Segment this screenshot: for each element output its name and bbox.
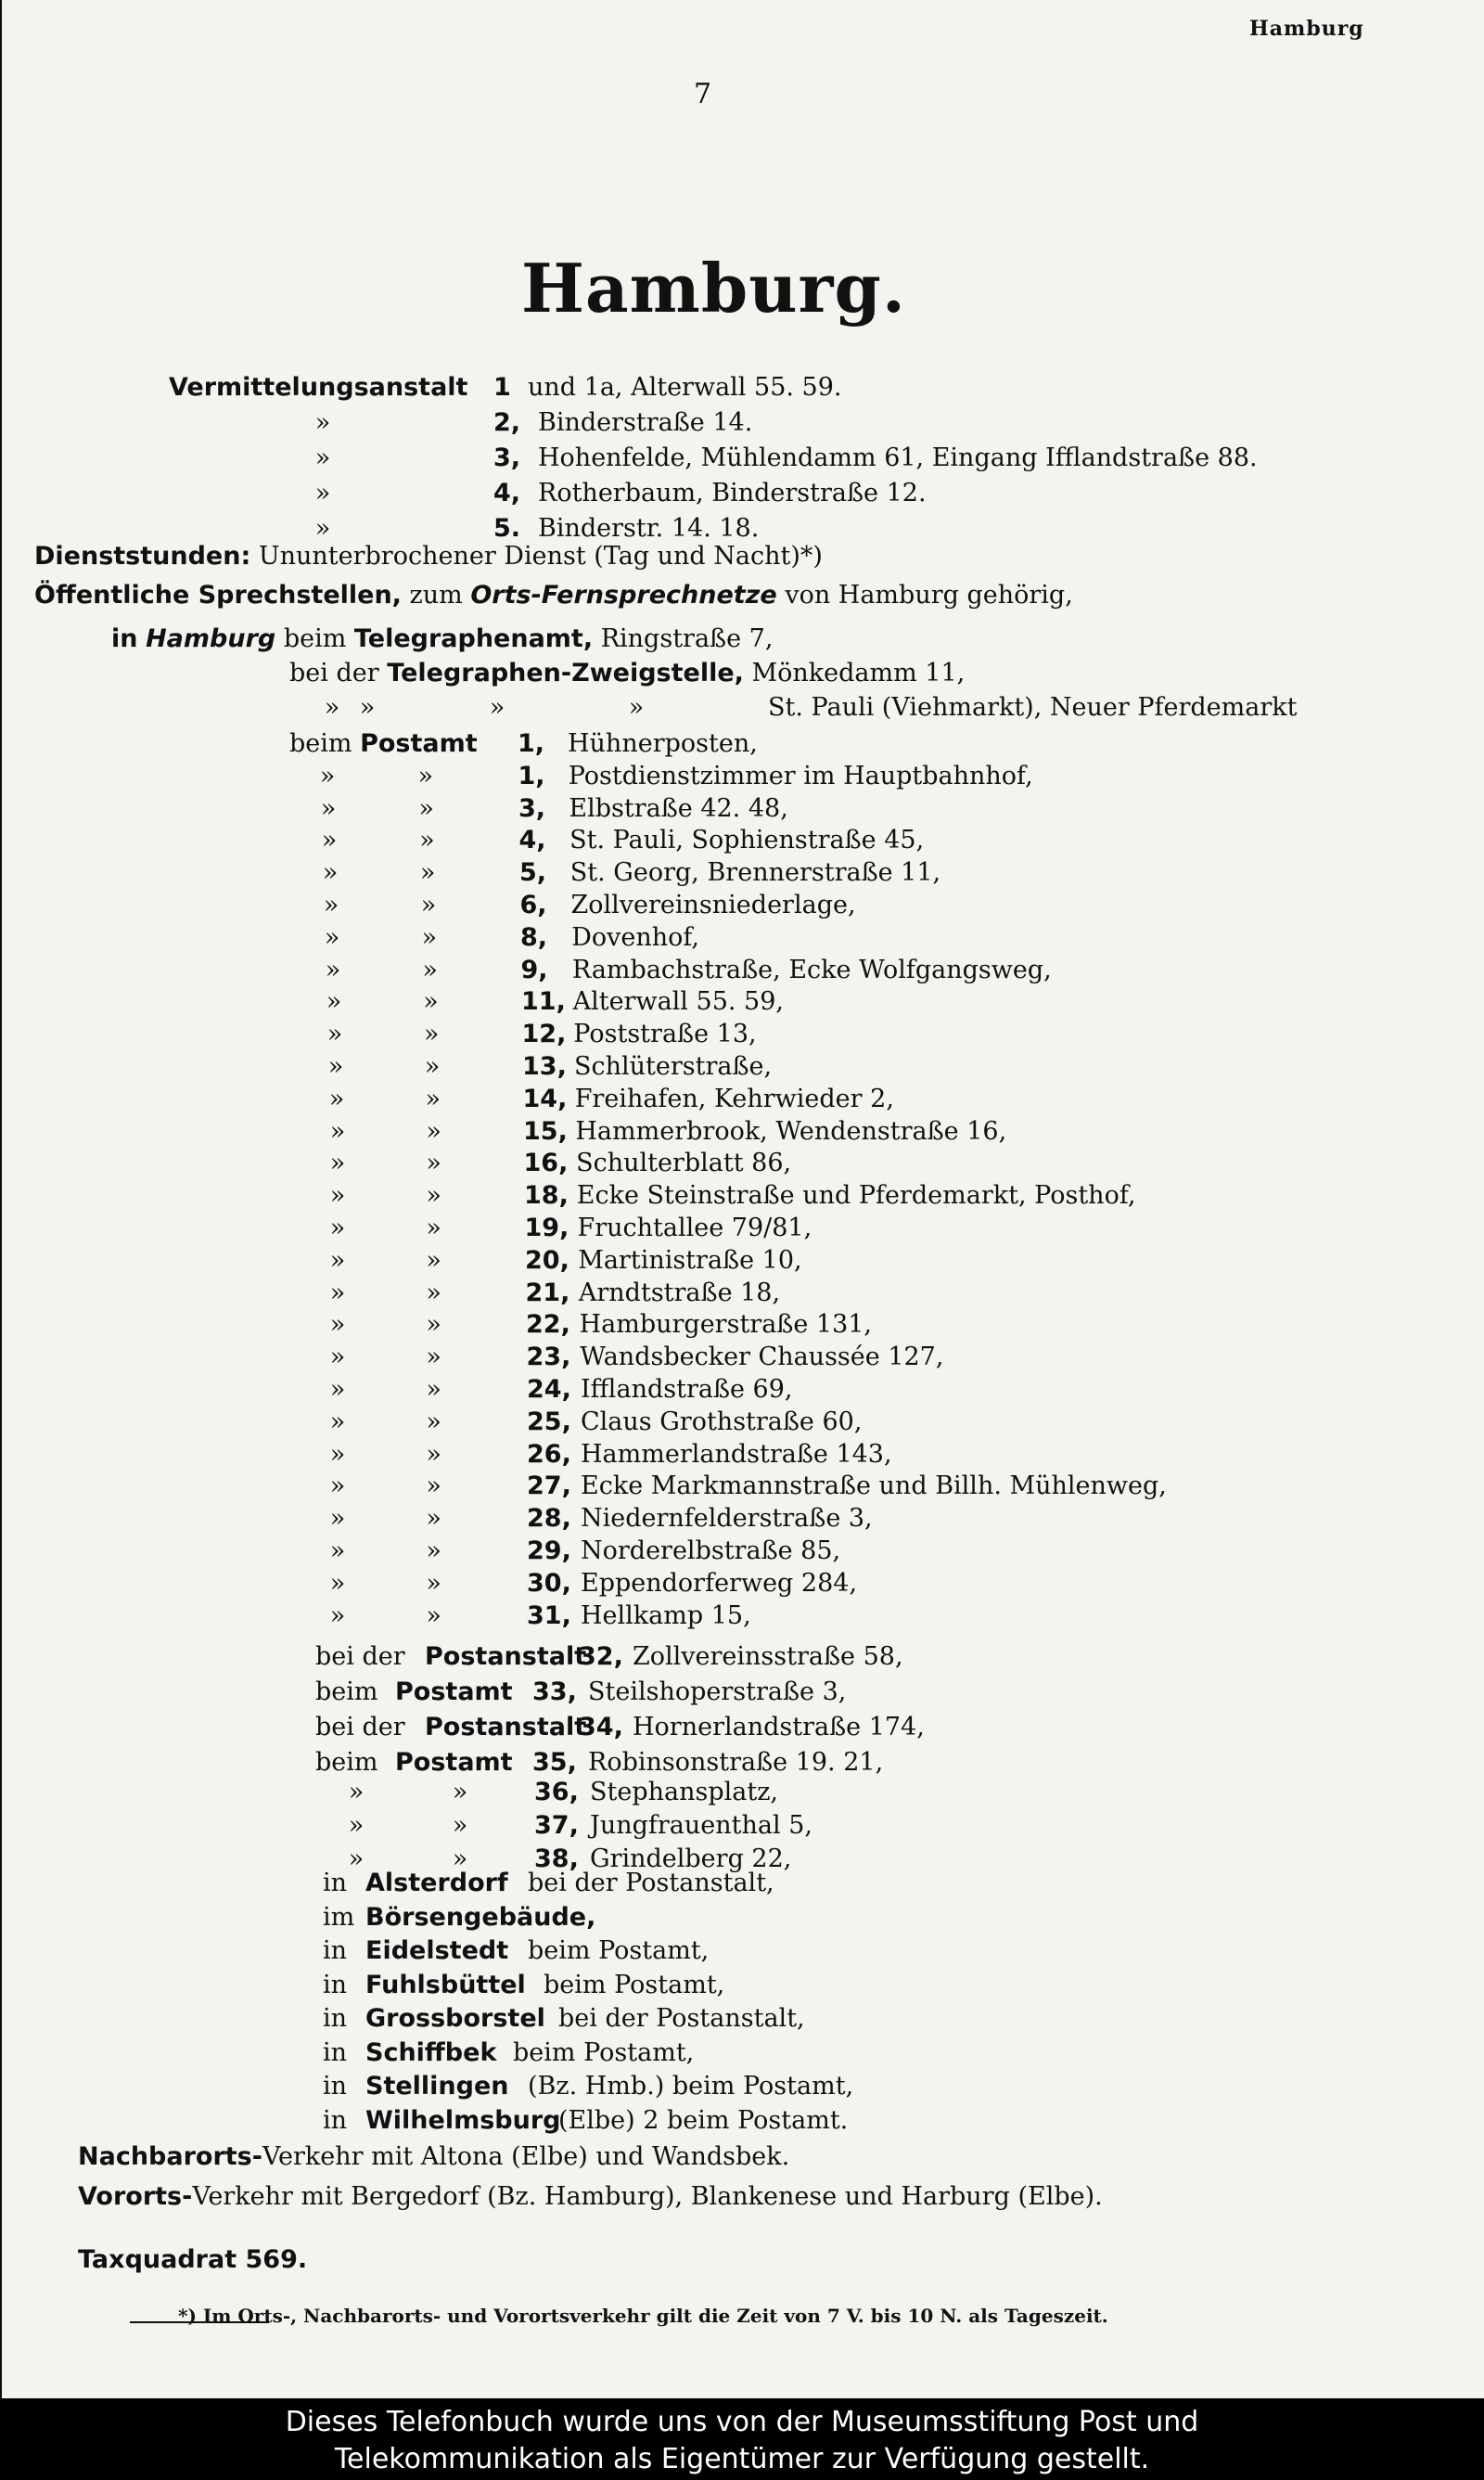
in-word: in	[111, 624, 138, 653]
nachbarorts-text: Verkehr mit Altona (Elbe) und Wandsbek.	[262, 2142, 790, 2171]
postamt-number: 37,	[534, 1811, 579, 1840]
telegraphenamt-line	[111, 624, 773, 653]
postamt-number: 22,	[526, 1310, 570, 1339]
ditto-mark: »	[425, 1085, 441, 1113]
prefix-word: bei der	[315, 1642, 405, 1671]
place-detail: beim Postamt,	[528, 1936, 710, 1965]
postamt-row	[2, 1181, 1484, 1213]
postamt-row	[2, 1310, 1484, 1342]
postamt-address: Zollvereinsniederlage,	[570, 891, 856, 919]
postamt-row	[2, 1778, 1484, 1809]
beim-word: beim	[283, 624, 347, 653]
postamt-address: St. Georg, Brennerstraße 11,	[569, 858, 941, 887]
prefix-word: beim	[315, 1677, 378, 1706]
postamt-number: 1,	[518, 762, 545, 790]
postamt-number: 13,	[522, 1052, 567, 1081]
postamt-row	[2, 987, 1484, 1019]
ditto-mark: »	[348, 1811, 365, 1840]
postamt-number: 6,	[519, 891, 547, 919]
postamt-address: Hammerbrook, Wendenstraße 16,	[575, 1117, 1007, 1146]
ditto-mark: »	[426, 1117, 441, 1146]
ditto-mark: »	[348, 1844, 365, 1873]
place-row	[2, 2038, 1484, 2070]
postamt-address: Stephansplatz,	[590, 1778, 779, 1806]
ditto-mark: »	[423, 987, 439, 1016]
postamt-row	[2, 729, 1484, 761]
postamt-address: Norderelbstraße 85,	[581, 1536, 841, 1565]
postamt-address: Ecke Markmannstraße und Billh. Mühlenweg,	[581, 1471, 1167, 1500]
office-label: Postamt	[395, 1677, 513, 1706]
postamt-address: Poststraße 13,	[573, 1020, 757, 1048]
ditto-mark: »	[326, 1020, 343, 1048]
postamt-row	[2, 1149, 1484, 1180]
sprechstellen-line	[34, 581, 1073, 610]
postamt-row	[2, 1279, 1484, 1310]
postamt-row	[2, 1601, 1484, 1633]
zweigstelle-address-2: St. Pauli (Viehmarkt), Neuer Pferdemarkt	[768, 693, 1298, 722]
place-name: Schiffbek	[365, 2038, 497, 2067]
in-word: im	[323, 1903, 355, 1932]
postamt-address: Eppendorferweg 284,	[581, 1569, 858, 1598]
ownership-notice-line-1: Dieses Telefonbuch wurde uns von der Museumsstiftung Post und	[285, 2406, 1199, 2438]
page-number: 7	[694, 78, 712, 110]
ditto-mark: »	[314, 514, 331, 543]
place-detail: (Elbe) 2 beim Postamt.	[558, 2106, 849, 2135]
postamt-address: Wandsbecker Chaussée 127,	[580, 1343, 944, 1371]
ditto-mark: »	[424, 1052, 441, 1081]
ditto-mark: »	[426, 1279, 441, 1307]
ditto-mark: »	[426, 1440, 441, 1469]
zweigstelle-address: Mönkedamm 11,	[751, 659, 966, 687]
postamt-number: 29,	[527, 1536, 571, 1565]
place-row	[2, 1936, 1484, 1968]
postamt-number: 19,	[524, 1214, 569, 1242]
vermittelung-row	[2, 408, 1484, 440]
beim-word: beim	[289, 729, 352, 758]
ditto-mark: »	[329, 1440, 346, 1469]
postamt-address: Ecke Steinstraße und Pferdemarkt, Posthof,	[576, 1181, 1136, 1210]
postamt-row	[2, 1214, 1484, 1245]
prefix-word: bei der	[315, 1713, 405, 1741]
ditto-mark: »	[329, 1343, 346, 1371]
vermittelung-number: 4,	[493, 479, 521, 508]
zweigstelle-line-2	[2, 693, 1484, 725]
ditto-mark: »	[426, 1471, 441, 1500]
ditto-mark: »	[426, 1601, 441, 1630]
ditto-mark: »	[426, 1246, 441, 1275]
postamt-row	[2, 1085, 1484, 1116]
postamt-row	[2, 1020, 1484, 1051]
ditto-mark: »	[314, 479, 331, 508]
ditto-mark: »	[426, 1181, 441, 1210]
postamt-row	[2, 1375, 1484, 1407]
ditto-mark: »	[321, 826, 338, 855]
dienststunden-text: Ununterbrochener Dienst (Tag und Nacht)*)	[258, 542, 823, 571]
postanstalt-row	[2, 1642, 1484, 1674]
in-word: in	[323, 2004, 348, 2033]
place-row	[2, 2106, 1484, 2138]
ditto-mark: »	[426, 1407, 441, 1436]
postamt-number: 5,	[519, 858, 547, 887]
nachbarorts-line	[78, 2142, 789, 2171]
office-number: 34,	[579, 1713, 623, 1741]
ditto-mark: »	[325, 956, 341, 984]
ditto-mark: »	[329, 1536, 346, 1565]
ditto-mark: »	[329, 1246, 346, 1275]
ditto-mark: »	[426, 1149, 441, 1177]
bei-der-word: bei der	[289, 659, 379, 687]
ditto-mark: »	[426, 1310, 441, 1339]
office-number: 35,	[532, 1748, 577, 1777]
vororts-text: Verkehr mit Bergedorf (Bz. Hamburg), Blankenese und Harburg (Elbe).	[192, 2182, 1103, 2211]
postamt-number: 27,	[527, 1471, 571, 1500]
vermittelung-row	[2, 479, 1484, 510]
postamt-row	[2, 1117, 1484, 1149]
postanstalt-row	[2, 1677, 1484, 1709]
ditto-mark: »	[327, 1052, 344, 1081]
postamt-number: 21,	[525, 1279, 570, 1307]
taxquadrat: Taxquadrat 569.	[78, 2245, 308, 2274]
ditto-mark: »	[314, 443, 331, 472]
ditto-mark: »	[324, 923, 340, 952]
ditto-mark: »	[628, 693, 645, 722]
postamt-row	[2, 1811, 1484, 1843]
postamt-row	[2, 891, 1484, 922]
place-detail: bei der Postanstalt,	[558, 2004, 805, 2033]
ditto-mark: »	[359, 693, 376, 722]
ditto-mark: »	[421, 923, 438, 952]
vermittelung-row	[2, 373, 1484, 405]
postamt-number: 31,	[527, 1601, 571, 1630]
ditto-mark: »	[422, 956, 438, 984]
ditto-mark: »	[426, 1214, 441, 1242]
ditto-mark: »	[329, 1375, 346, 1404]
sprechstellen-pre: zum	[409, 581, 463, 610]
ditto-mark: »	[420, 891, 437, 919]
ditto-mark: »	[419, 826, 435, 855]
postamt-row	[2, 1343, 1484, 1374]
postamt-address: Dovenhof,	[571, 923, 699, 952]
postamt-row	[2, 826, 1484, 857]
postamt-row	[2, 1471, 1484, 1503]
ditto-mark: »	[348, 1778, 365, 1806]
ditto-mark: »	[329, 1407, 346, 1436]
place-name: Grossborstel	[365, 2004, 545, 2033]
postamt-number: 28,	[527, 1504, 571, 1533]
postamt-number: 12,	[521, 1020, 567, 1048]
ditto-mark: »	[320, 794, 337, 823]
postamt-address: Alterwall 55. 59,	[572, 987, 784, 1016]
office-label: Postamt	[395, 1748, 513, 1777]
postamt-number: 20,	[525, 1246, 569, 1275]
postamt-address: Postdienstzimmer im Hauptbahnhof,	[568, 762, 1033, 790]
vermittelung-address: und 1a, Alterwall 55. 59.	[528, 373, 842, 402]
postamt-number: 23,	[526, 1343, 571, 1371]
vermittelung-address: Binderstraße 14.	[538, 408, 753, 437]
ditto-mark: »	[328, 1085, 345, 1113]
dienststunden-label: Dienststunden:	[34, 542, 251, 571]
postamt-row	[2, 956, 1484, 987]
office-address: Steilshoperstraße 3,	[588, 1677, 847, 1706]
postamt-number: 18,	[524, 1181, 569, 1210]
vermittelung-row	[2, 514, 1484, 546]
vororts-line	[78, 2182, 1103, 2211]
postamt-number: 26,	[527, 1440, 571, 1469]
place-name: Eidelstedt	[365, 1936, 509, 1965]
postanstalt-row	[2, 1713, 1484, 1744]
ditto-mark: »	[426, 1504, 441, 1533]
ditto-mark: »	[329, 1149, 346, 1177]
in-word: in	[323, 2072, 348, 2101]
vermittelung-address: Hohenfelde, Mühlendamm 61, Eingang Ifflandstraße 88.	[538, 443, 1258, 472]
ditto-mark: »	[423, 1020, 440, 1048]
ditto-mark: »	[489, 693, 505, 722]
place-name: Stellingen	[365, 2072, 509, 2101]
postamt-address: Niedernfelderstraße 3,	[581, 1504, 873, 1533]
postamt-row	[2, 858, 1484, 890]
place-detail: bei der Postanstalt,	[528, 1869, 774, 1897]
office-number: 33,	[532, 1677, 577, 1706]
postamt-number: 25,	[527, 1407, 571, 1436]
postamt-number: 8,	[520, 923, 548, 952]
postamt-row	[2, 1536, 1484, 1568]
place-name: Fuhlsbüttel	[365, 1971, 526, 1999]
postamt-address: Freihafen, Kehrwieder 2,	[574, 1085, 894, 1113]
in-word: in	[323, 1869, 348, 1897]
ditto-mark: »	[323, 891, 339, 919]
postamt-row	[2, 1504, 1484, 1536]
postamt-address: Jungfrauenthal 5,	[590, 1811, 812, 1840]
ditto-mark: »	[329, 1214, 346, 1242]
vermittelung-address: Rotherbaum, Binderstraße 12.	[538, 479, 927, 508]
in-word: in	[323, 1971, 348, 1999]
ditto-mark: »	[329, 1601, 346, 1630]
postamt-number: 30,	[527, 1569, 571, 1598]
office-address: Hornerlandstraße 174,	[633, 1713, 925, 1741]
place-row	[2, 1903, 1484, 1934]
in-word: in	[323, 2106, 348, 2135]
postamt-address: Fruchtallee 79/81,	[577, 1214, 812, 1242]
postamt-address: Schlüterstraße,	[574, 1052, 773, 1081]
ditto-mark: »	[329, 1181, 346, 1210]
ditto-mark: »	[329, 1279, 346, 1307]
ditto-mark: »	[426, 1375, 441, 1404]
postamt-address: Hamburgerstraße 131,	[579, 1310, 873, 1339]
place-detail: beim Postamt,	[544, 1971, 725, 1999]
vermittelung-address: Binderstr. 14. 18.	[538, 514, 760, 543]
sprechstellen-label: Öffentliche Sprechstellen,	[34, 581, 402, 610]
ditto-mark: »	[329, 1117, 346, 1146]
vororts-label: Vororts-	[78, 2182, 193, 2211]
postamt-row	[2, 762, 1484, 793]
zweigstelle-line	[289, 659, 965, 687]
postamt-row	[2, 1246, 1484, 1278]
ditto-mark: »	[419, 858, 436, 887]
ditto-mark: »	[452, 1811, 468, 1840]
vermittelung-number: 1	[493, 373, 511, 402]
postamt-number: 9,	[520, 956, 548, 984]
ditto-mark: »	[329, 1471, 346, 1500]
sprechstellen-post: von Hamburg gehörig,	[785, 581, 1073, 610]
postamt-label: Postamt	[360, 729, 478, 758]
place-name: Börsengebäude,	[365, 1903, 596, 1932]
postamt-address: Hammerlandstraße 143,	[581, 1440, 892, 1469]
office-number: 32,	[579, 1642, 623, 1671]
postamt-number: 14,	[522, 1085, 568, 1113]
postamt-number: 4,	[518, 826, 546, 855]
ditto-mark: »	[319, 762, 336, 790]
postamt-address: St. Pauli, Sophienstraße 45,	[569, 826, 925, 855]
postamt-address: Claus Grothstraße 60,	[581, 1407, 863, 1436]
office-address: Zollvereinsstraße 58,	[633, 1642, 903, 1671]
ditto-mark: »	[326, 987, 342, 1016]
footnote: *) Im Orts-, Nachbarorts- und Vorortsverkehr gilt die Zeit von 7 V. bis 10 N. als Tageszeit.	[178, 2305, 1108, 2327]
vermittelung-number: 2,	[493, 408, 521, 437]
postamt-row	[2, 794, 1484, 826]
ditto-mark: »	[322, 858, 339, 887]
nachbarorts-label: Nachbarorts-	[78, 2142, 262, 2171]
office-address: Robinsonstraße 19. 21,	[588, 1748, 884, 1777]
ditto-mark: »	[329, 1504, 346, 1533]
telegraphenamt-address: Ringstraße 7,	[600, 624, 774, 653]
running-title: Hamburg	[1249, 17, 1364, 41]
dienststunden-line	[34, 542, 823, 571]
postamt-number: 16,	[523, 1149, 569, 1177]
postamt-address: Ifflandstraße 69,	[581, 1375, 793, 1404]
vermittelung-label: Vermittelungsanstalt	[169, 373, 468, 402]
postamt-address: Elbstraße 42. 48,	[569, 794, 788, 823]
postamt-address: Hellkamp 15,	[581, 1601, 751, 1630]
postamt-row	[2, 923, 1484, 955]
ditto-mark: »	[426, 1536, 441, 1565]
postamt-number: 3,	[518, 794, 546, 823]
place-row	[2, 1971, 1484, 2002]
place-hamburg: Hamburg	[146, 624, 276, 653]
postamt-address: Arndtstraße 18,	[578, 1279, 781, 1307]
postamt-number: 1,	[518, 729, 545, 758]
place-row	[2, 2004, 1484, 2036]
postamt-row	[2, 1052, 1484, 1084]
postamt-row	[2, 1440, 1484, 1471]
ditto-mark: »	[329, 1569, 346, 1598]
telegraphenamt: Telegraphenamt,	[353, 624, 594, 653]
ditto-mark: »	[324, 693, 340, 722]
postanstalt-row	[2, 1748, 1484, 1780]
place-detail: beim Postamt,	[513, 2038, 695, 2067]
page-title: Hamburg.	[521, 249, 906, 328]
ditto-mark: »	[426, 1343, 441, 1371]
ditto-mark: »	[426, 1569, 441, 1598]
postamt-row	[2, 1407, 1484, 1439]
telegraphen-zweigstelle: Telegraphen-Zweigstelle,	[387, 659, 744, 687]
in-word: in	[323, 1936, 348, 1965]
ownership-notice-line-2: Telekommunikation als Eigentümer zur Verfügung gestellt.	[334, 2443, 1150, 2475]
vermittelung-number: 5.	[493, 514, 521, 543]
place-detail: (Bz. Hmb.) beim Postamt,	[528, 2072, 854, 2101]
postamt-address: Hühnerposten,	[568, 729, 758, 758]
ownership-notice	[0, 2398, 1484, 2480]
postamt-address: Schulterblatt 86,	[576, 1149, 792, 1177]
postamt-number: 24,	[527, 1375, 571, 1404]
place-row	[2, 2072, 1484, 2103]
ditto-mark: »	[418, 794, 434, 823]
ditto-mark: »	[329, 1310, 346, 1339]
place-row	[2, 1869, 1484, 1900]
prefix-word: beim	[315, 1748, 378, 1777]
postamt-number: 38,	[534, 1844, 579, 1873]
office-label: Postanstalt	[425, 1713, 587, 1741]
office-label: Postanstalt	[425, 1642, 587, 1671]
place-name: Wilhelmsburg	[365, 2106, 561, 2135]
place-name: Alsterdorf	[365, 1869, 508, 1897]
postamt-number: 36,	[534, 1778, 579, 1806]
postamt-address: Rambachstraße, Ecke Wolfgangsweg,	[571, 956, 1052, 984]
postamt-address: Grindelberg 22,	[590, 1844, 792, 1873]
postamt-row	[2, 1569, 1484, 1600]
ditto-mark: »	[452, 1844, 468, 1873]
vermittelung-row	[2, 443, 1484, 475]
vermittelung-number: 3,	[493, 443, 521, 472]
postamt-address: Martinistraße 10,	[578, 1246, 802, 1275]
postamt-number: 15,	[523, 1117, 568, 1146]
sprechstellen-em: Orts-Fernsprechnetze	[470, 581, 777, 610]
ditto-mark: »	[452, 1778, 468, 1806]
ditto-mark: »	[314, 408, 331, 437]
postamt-number: 11,	[521, 987, 566, 1016]
in-word: in	[323, 2038, 348, 2067]
ditto-mark: »	[417, 762, 434, 790]
